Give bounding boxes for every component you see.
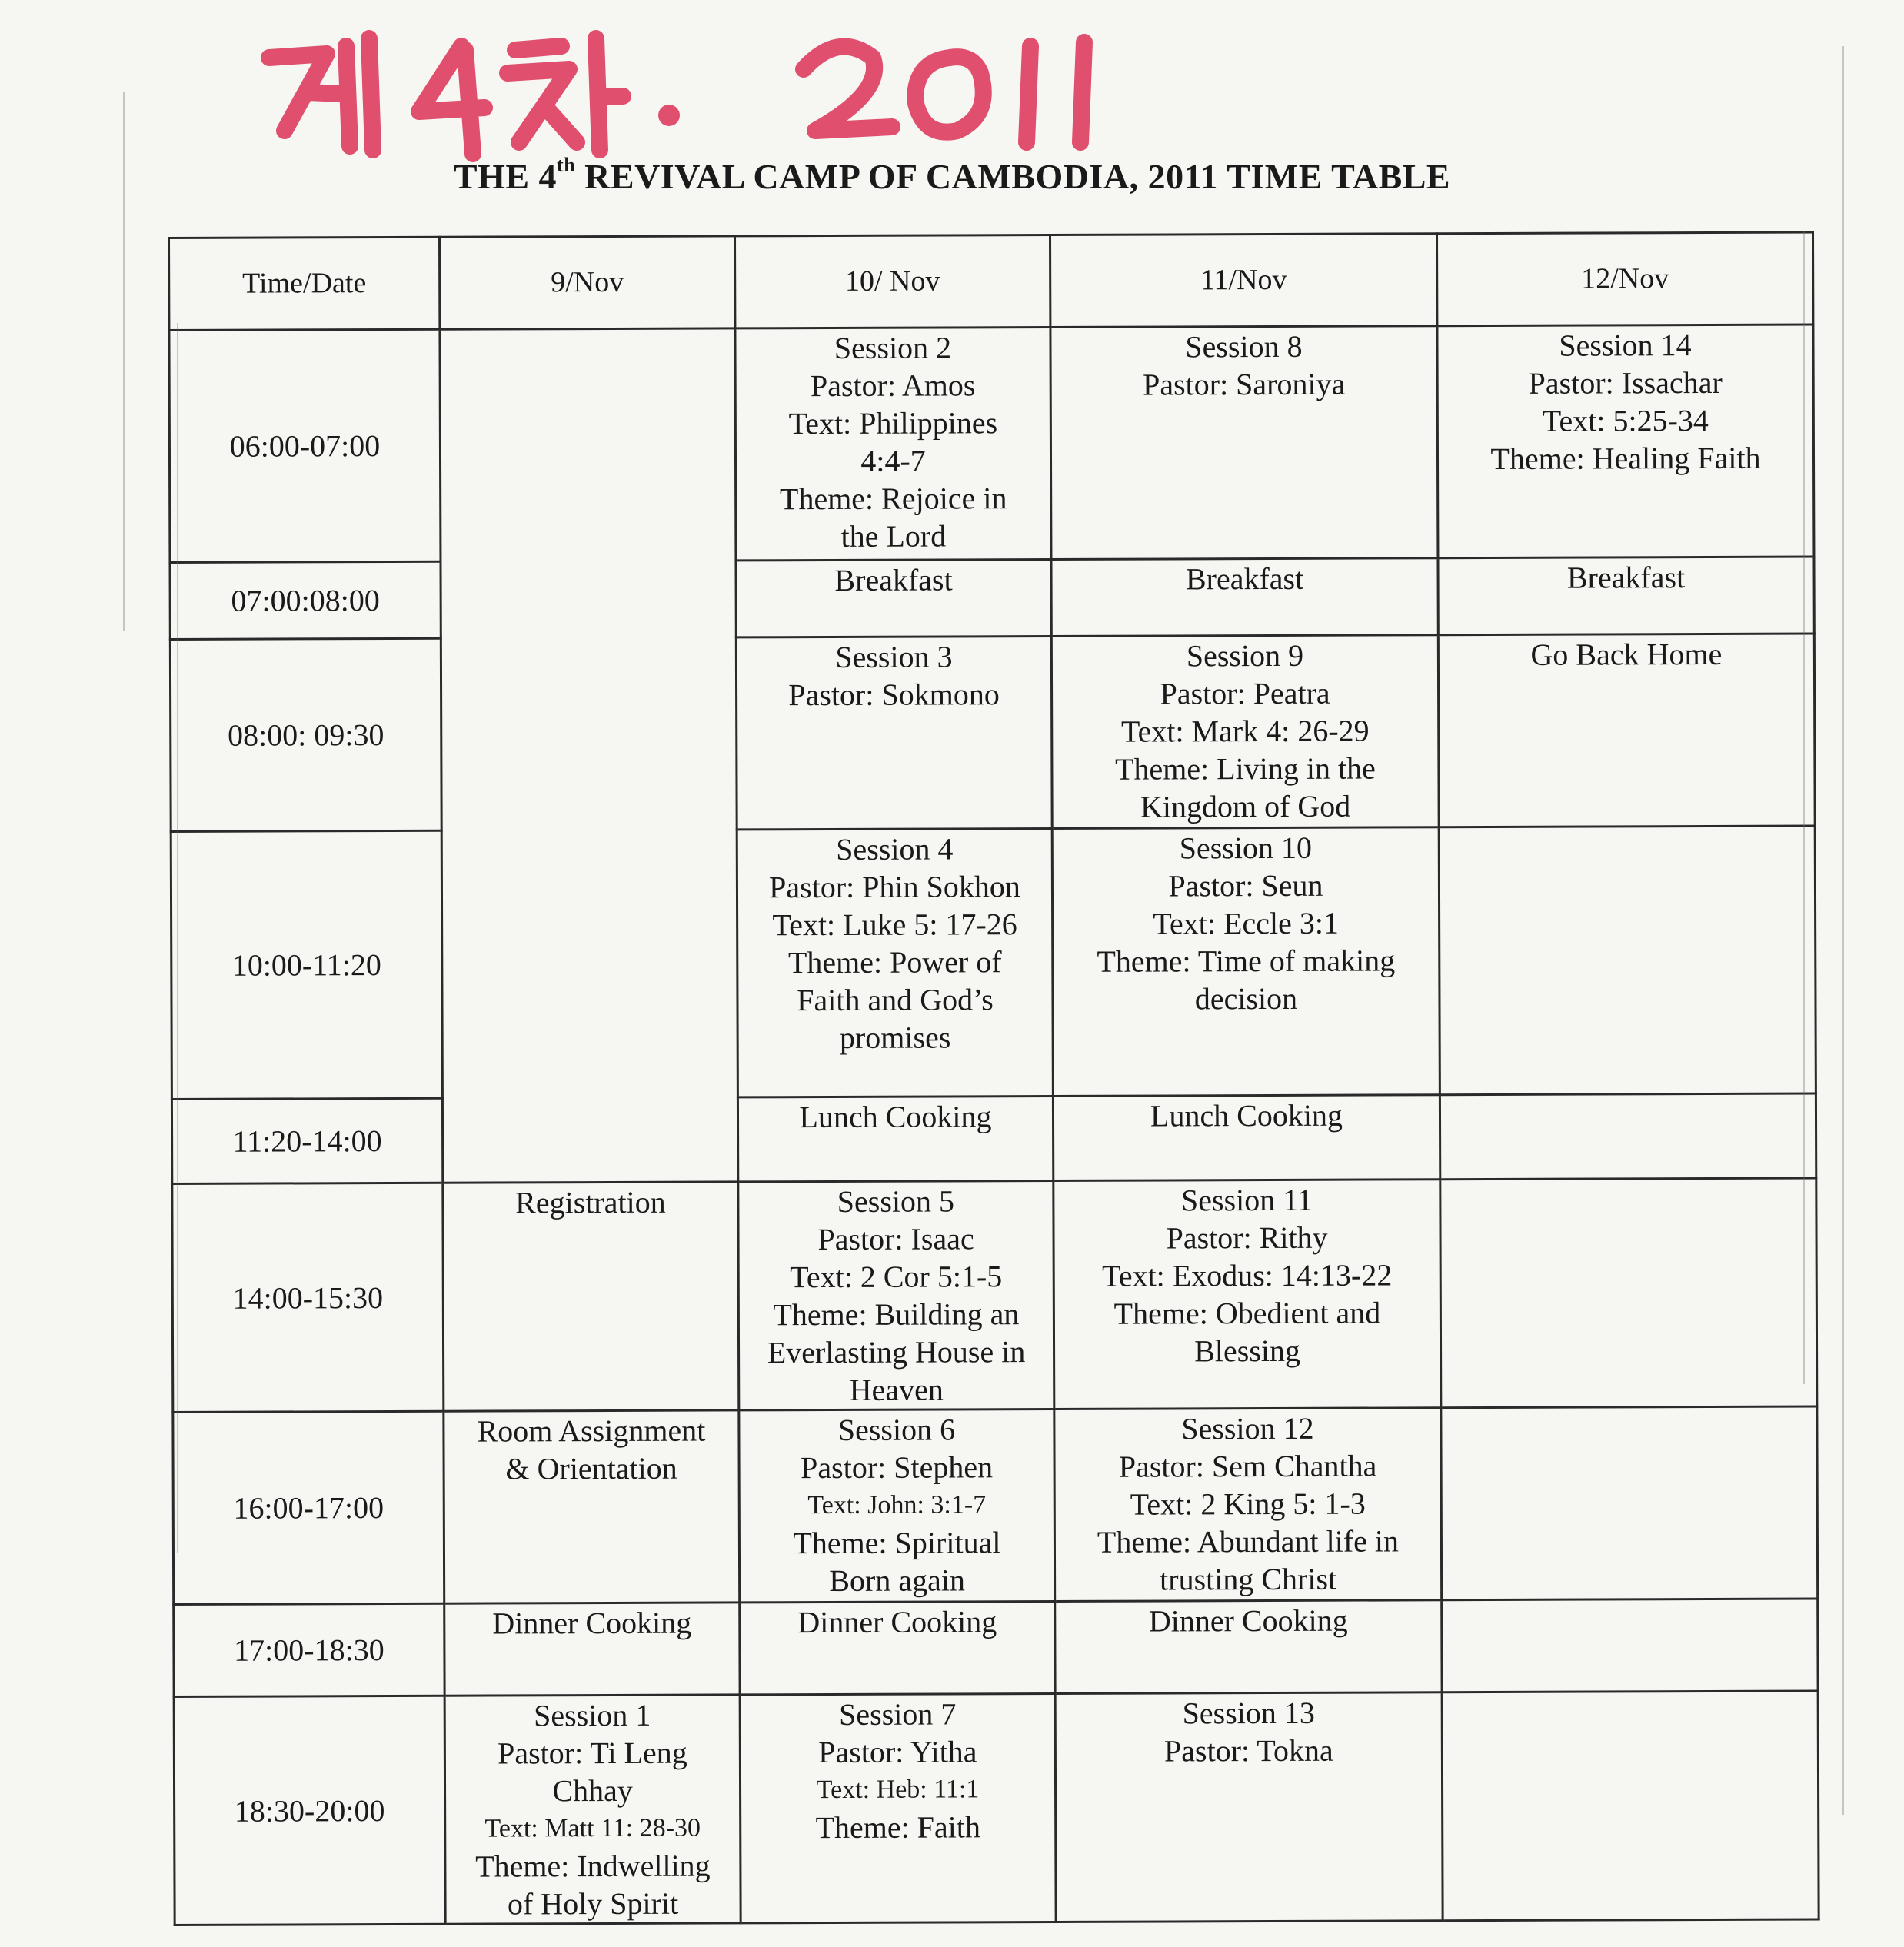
table-row (171, 826, 1816, 1099)
table-row (170, 634, 1815, 831)
session-10-cell: Session 10 Pastor: Seun Text: Eccle 3:1 Theme: Time of making decision (1052, 827, 1440, 1097)
table-row (174, 1691, 1819, 1925)
empty-cell (1440, 1093, 1816, 1180)
lunch-cell: Lunch Cooking (737, 1096, 1053, 1181)
nov9-empty-cell (440, 328, 738, 1183)
table-row (173, 1406, 1818, 1604)
session-14-cell: Session 14 Pastor: Issachar Text: 5:25-34 Theme: Healing Faith (1437, 324, 1814, 558)
session-7-cell: Session 7 Pastor: Yitha Text: Heb: 11:1 Theme: Faith (740, 1693, 1056, 1922)
session-5-cell: Session 5 Pastor: Isaac Text: 2 Cor 5:1-5 Theme: Building an Everlasting House in Heaven (738, 1180, 1054, 1409)
col-header-time: Time/Date (169, 237, 440, 330)
dinner-cell: Dinner Cooking (740, 1601, 1055, 1694)
scan-artifact (177, 323, 178, 1553)
time-cell: 10:00-11:20 (171, 830, 442, 1099)
table-row (174, 1599, 1818, 1696)
table-row (170, 557, 1814, 639)
page-title: THE 4th REVIVAL CAMP OF CAMBODIA, 2011 TIME TABLE (453, 154, 1451, 196)
lunch-cell: Lunch Cooking (1053, 1095, 1440, 1181)
time-cell: 08:00: 09:30 (170, 638, 441, 831)
registration-cell: Registration (443, 1182, 739, 1411)
empty-cell (1439, 826, 1816, 1095)
table-row (172, 1178, 1817, 1412)
col-header-nov12: 12/Nov (1436, 232, 1812, 326)
session-9-cell: Session 9 Pastor: Peatra Text: Mark 4: 26-29 Theme: Living in the Kingdom of God (1051, 635, 1439, 829)
empty-cell (1442, 1599, 1818, 1692)
col-header-nov11: 11/Nov (1050, 234, 1436, 328)
scan-artifact (1803, 231, 1805, 1384)
session-13-cell: Session 13 Pastor: Tokna (1055, 1692, 1443, 1922)
dinner-cell: Dinner Cooking (1055, 1600, 1442, 1694)
time-cell: 07:00:08:00 (170, 561, 441, 639)
time-cell: 16:00-17:00 (173, 1411, 444, 1604)
scan-artifact (123, 92, 125, 631)
time-cell: 11:20-14:00 (171, 1098, 442, 1183)
breakfast-cell: Breakfast (1051, 558, 1438, 637)
time-cell: 17:00-18:30 (174, 1603, 444, 1696)
go-back-home-cell: Go Back Home (1438, 634, 1815, 827)
handwritten-note (254, 15, 1253, 169)
session-2-cell: Session 2 Pastor: Amos Text: Philippines 4:4-7 Theme: Rejoice in the Lord (735, 327, 1051, 560)
header-row (169, 232, 1813, 330)
session-11-cell: Session 11 Pastor: Rithy Text: Exodus: 14:13-22 Theme: Obedient and Blessing (1054, 1180, 1441, 1409)
session-3-cell: Session 3 Pastor: Sokmono (736, 636, 1052, 829)
time-table (168, 231, 1820, 1926)
session-6-cell: Session 6 Pastor: Stephen Text: John: 3:1-7 Theme: Spiritual Born again (739, 1409, 1055, 1602)
empty-cell (1442, 1691, 1819, 1921)
session-8-cell: Session 8 Pastor: Saroniya (1050, 326, 1438, 560)
session-12-cell: Session 12 Pastor: Sem Chantha Text: 2 King 5: 1-3 Theme: Abundant life in trusting Christ (1054, 1408, 1442, 1602)
empty-cell (1440, 1178, 1817, 1408)
room-assignment-cell: Room Assignment & Orientation (444, 1410, 740, 1603)
time-cell: 14:00-15:30 (172, 1183, 444, 1412)
time-cell: 06:00-07:00 (169, 329, 441, 562)
col-header-nov9: 9/Nov (440, 236, 735, 329)
session-1-cell: Session 1 Pastor: Ti Leng Chhay Text: Matt 11: 28-30 Theme: Indwelling of Holy Spirit (444, 1695, 741, 1924)
empty-cell (1441, 1406, 1818, 1600)
time-cell: 18:30-20:00 (174, 1696, 445, 1925)
dinner-cell: Dinner Cooking (444, 1603, 740, 1696)
table-row (171, 1093, 1816, 1183)
table-row (169, 324, 1814, 562)
session-4-cell: Session 4 Pastor: Phin Sokhon Text: Luke 5: 17-26 Theme: Power of Faith and God’s promises (737, 828, 1053, 1097)
breakfast-cell: Breakfast (1438, 557, 1814, 635)
scan-artifact (1842, 46, 1844, 1815)
breakfast-cell: Breakfast (736, 559, 1051, 637)
col-header-nov10: 10/ Nov (735, 235, 1050, 328)
